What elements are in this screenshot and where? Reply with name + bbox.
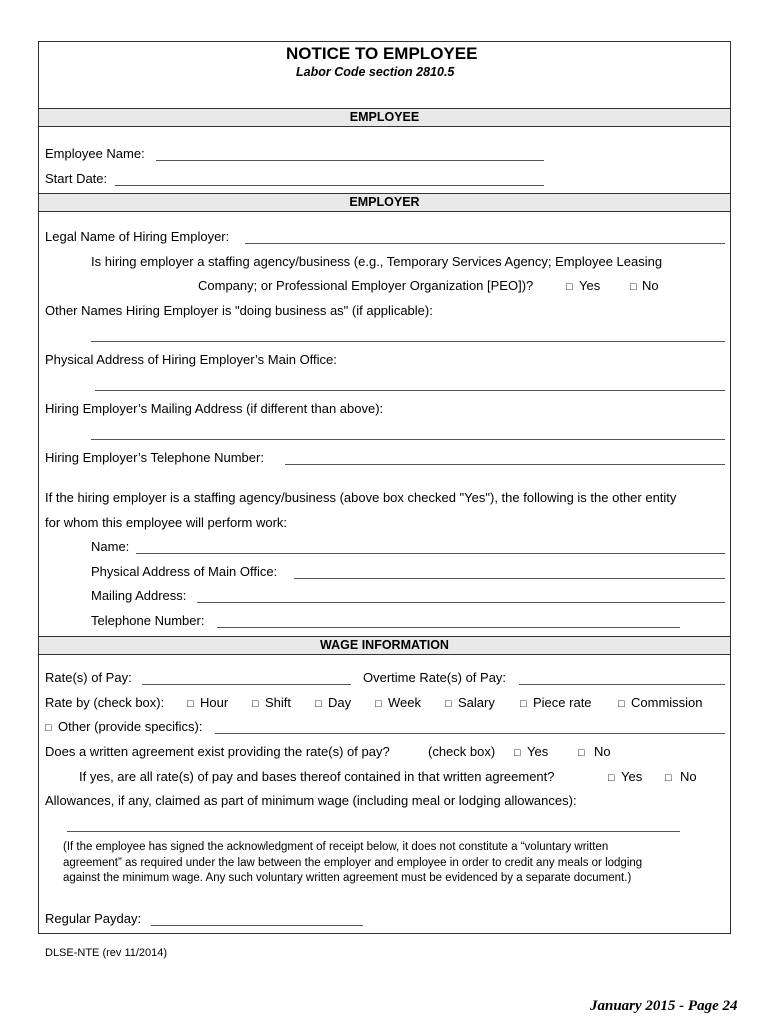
- mailing-address-label: Hiring Employer’s Mailing Address (if different than above):: [45, 401, 384, 416]
- allowances-label: Allowances, if any, claimed as part of minimum wage (including meal or lodging allowances):: [45, 793, 577, 808]
- rates-of-pay-field[interactable]: [142, 684, 351, 685]
- allowances-field[interactable]: [67, 831, 680, 832]
- other-entity-name-field[interactable]: [136, 553, 725, 554]
- regular-payday-field[interactable]: [151, 925, 363, 926]
- voluntary-agreement-note: [63, 840, 642, 887]
- legal-name-label: Legal Name of Hiring Employer:: [45, 229, 230, 244]
- start-date-field[interactable]: [115, 185, 544, 186]
- agreement-check-box-label: (check box): [428, 744, 496, 759]
- rate-day-checkbox[interactable]: □: [315, 698, 322, 710]
- employee-name-label: Employee Name:: [45, 146, 145, 161]
- other-entity-mailing-field[interactable]: [197, 602, 725, 603]
- rate-other-checkbox[interactable]: □: [45, 722, 52, 734]
- telephone-label: Hiring Employer’s Telephone Number:: [45, 450, 264, 465]
- other-entity-phone-field[interactable]: [217, 627, 680, 628]
- other-names-label: Other Names Hiring Employer is "doing business as" (if applicable):: [45, 303, 433, 318]
- rate-commission-label: Commission: [631, 695, 703, 710]
- agreement-question: Does a written agreement exist providing the rate(s) of pay?: [45, 744, 390, 759]
- staffing-question-line2: Company; or Professional Employer Organization [PEO])?: [198, 278, 534, 293]
- rate-day-label: Day: [328, 695, 352, 710]
- rate-other-label: Other (provide specifics):: [58, 719, 203, 734]
- legal-name-field[interactable]: [245, 243, 725, 244]
- staffing-question-line1: Is hiring employer a staffing agency/business (e.g., Temporary Services Agency; Employee Leasing: [91, 254, 663, 269]
- staffing-note-line2: for whom this employee will perform work:: [45, 515, 288, 530]
- rate-shift-checkbox[interactable]: □: [252, 698, 259, 710]
- rate-piece-label: Piece rate: [533, 695, 592, 710]
- employee-name-field[interactable]: [156, 160, 544, 161]
- mailing-address-field[interactable]: [91, 439, 725, 440]
- physical-address-field[interactable]: [95, 390, 725, 391]
- telephone-field[interactable]: [285, 464, 725, 465]
- staffing-no-label: No: [642, 278, 659, 293]
- physical-address-label: Physical Address of Hiring Employer’s Main Office:: [45, 352, 337, 367]
- contained-yes-label: Yes: [621, 769, 643, 784]
- form-subtitle: Labor Code section 2810.5: [296, 65, 455, 79]
- agreement-yes-label: Yes: [527, 744, 549, 759]
- employer-section-heading: EMPLOYER: [39, 193, 730, 212]
- rate-hour-label: Hour: [200, 695, 229, 710]
- contained-no-label: No: [680, 769, 697, 784]
- rate-other-field[interactable]: [215, 733, 725, 734]
- rate-week-checkbox[interactable]: □: [375, 698, 382, 710]
- contained-no-checkbox[interactable]: □: [665, 772, 672, 784]
- page-footer: January 2015 - Page 24: [590, 998, 738, 1014]
- staffing-yes-checkbox[interactable]: □: [566, 281, 573, 293]
- other-entity-phone-label: Telephone Number:: [91, 613, 205, 628]
- employee-section-heading: EMPLOYEE: [39, 108, 730, 127]
- overtime-rates-field[interactable]: [519, 684, 725, 685]
- other-entity-mailing-label: Mailing Address:: [91, 588, 187, 603]
- note-line-2: agreement” as required under the law between the employer and employee in order to credit any meals or lodging: [63, 856, 643, 869]
- notice-form: [38, 41, 731, 934]
- rate-by-label: Rate by (check box):: [45, 695, 165, 710]
- contained-question: If yes, are all rate(s) of pay and bases thereof contained in that written agreement?: [79, 769, 555, 784]
- other-entity-physical-label: Physical Address of Main Office:: [91, 564, 278, 579]
- other-entity-name-label: Name:: [91, 539, 130, 554]
- regular-payday-label: Regular Payday:: [45, 911, 142, 926]
- overtime-rates-label: Overtime Rate(s) of Pay:: [363, 670, 507, 685]
- note-line-1: (If the employee has signed the acknowledgment of receipt below, it does not constitute a “voluntary written: [63, 841, 609, 853]
- other-entity-physical-field[interactable]: [294, 578, 725, 579]
- contained-yes-checkbox[interactable]: □: [608, 772, 615, 784]
- rate-shift-label: Shift: [265, 695, 292, 710]
- other-names-field[interactable]: [91, 341, 725, 342]
- rates-of-pay-label: Rate(s) of Pay:: [45, 670, 132, 685]
- agreement-yes-checkbox[interactable]: □: [514, 747, 521, 759]
- rate-week-label: Week: [388, 695, 421, 710]
- rate-piece-checkbox[interactable]: □: [520, 698, 527, 710]
- wage-section-heading: WAGE INFORMATION: [39, 636, 730, 655]
- form-id: DLSE-NTE (rev 11/2014): [45, 947, 168, 959]
- staffing-yes-label: Yes: [579, 278, 601, 293]
- agreement-no-label: No: [594, 744, 611, 759]
- rate-salary-checkbox[interactable]: □: [445, 698, 452, 710]
- rate-commission-checkbox[interactable]: □: [618, 698, 625, 710]
- form-title: NOTICE TO EMPLOYEE: [286, 44, 478, 63]
- note-line-3: against the minimum wage. Any such voluntary written agreement must be evidenced by a separate document.): [63, 872, 632, 884]
- start-date-label: Start Date:: [45, 171, 108, 186]
- staffing-no-checkbox[interactable]: □: [630, 281, 637, 293]
- rate-hour-checkbox[interactable]: □: [187, 698, 194, 710]
- rate-salary-label: Salary: [458, 695, 495, 710]
- staffing-note-line1: If the hiring employer is a staffing agency/business (above box checked "Yes"), the following is the other entity: [45, 490, 677, 505]
- agreement-no-checkbox[interactable]: □: [578, 747, 585, 759]
